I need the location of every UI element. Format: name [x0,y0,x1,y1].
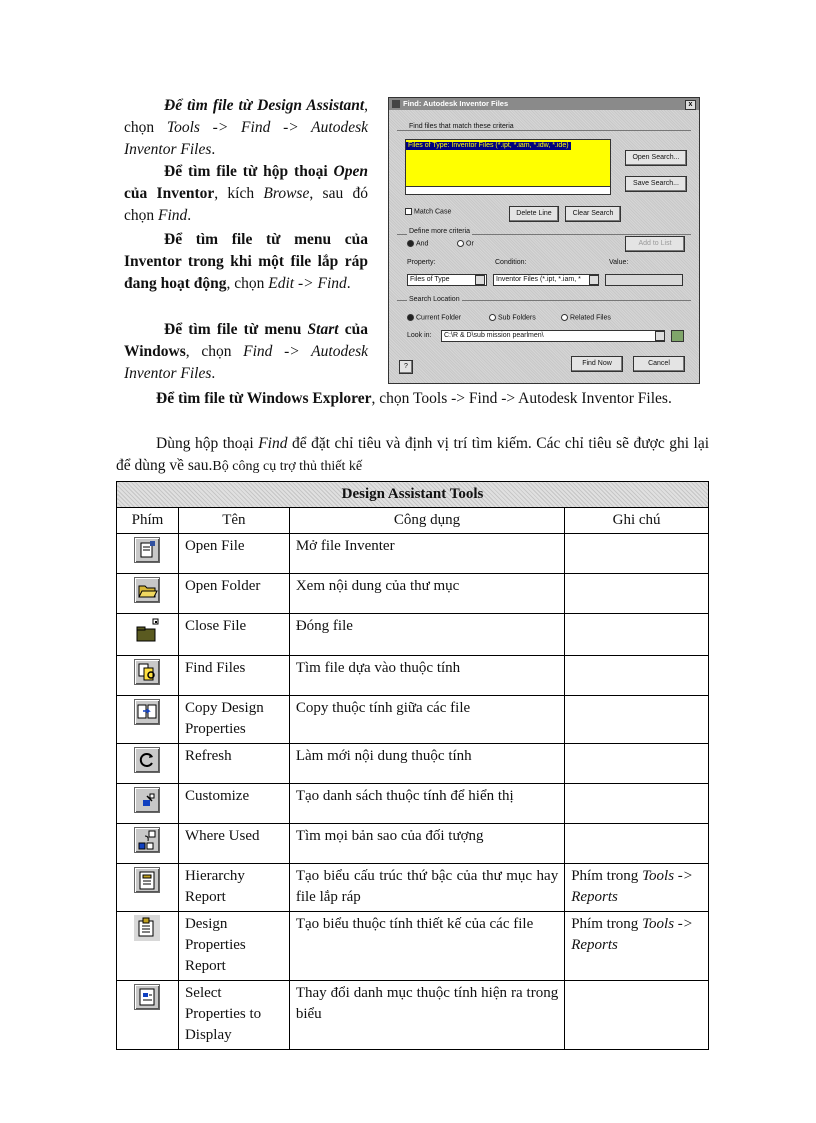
or-radio[interactable]: Or [457,240,474,247]
find-dialog-screenshot [388,97,700,384]
match-case-checkbox[interactable]: Match Case [405,208,451,215]
radio-icon [407,240,414,247]
look-in-label: Look in: [407,332,432,339]
radio-icon [457,240,464,247]
header-note: Ghi chú [565,508,709,534]
table-row: Open Folder Xem nội dung của thư mục [117,574,709,614]
clear-search-button[interactable]: Clear Search [565,206,621,222]
browse-folder-icon[interactable] [671,330,684,342]
table-row: Close File Đóng file [117,614,709,656]
current-folder-radio[interactable]: Current Folder [407,314,461,321]
criteria-row[interactable]: Files of Type: Inventor Files (*.ipt, *.iam, *.idw, *.ide) [408,142,569,149]
define-more-label: Define more criteria [409,228,471,235]
open-folder-icon [134,577,160,603]
search-location-label: Search Location [409,296,460,303]
table-row: Select Properties to Display Thay đổi danh mục thuộc tính hiện ra trong biểu [117,981,709,1050]
paragraph-design-assistant: Để tìm file từ Design Assistant, chọn Tools -> Find -> Autodesk Inventor Files. [124,97,368,158]
value-input[interactable] [605,274,683,286]
close-icon[interactable]: x [685,100,696,110]
open-file-icon [134,537,160,563]
table-row: Hierarchy Report Tạo biểu cấu trúc thứ bậc của thư mục hay file lắp ráp Phím trong Tools -> Reports [117,864,709,912]
inventor-icon [392,100,400,108]
table-row: Find Files Tìm file dựa vào thuộc tính [117,656,709,696]
chevron-down-icon[interactable] [475,275,485,285]
header-key: Phím [117,508,179,534]
criteria-list[interactable] [405,139,611,187]
condition-select[interactable]: Inventor Files (*.ipt, *.iam, * [493,274,599,286]
add-to-list-button[interactable]: Add to List [625,236,685,252]
table-row: Design Properties Report Tạo biểu thuộc tính thiết kế của các file Phím trong Tools -> Reports [117,912,709,981]
open-search-button[interactable]: Open Search... [625,150,687,166]
criteria-group-line [397,130,691,131]
property-label: Property: [407,259,436,266]
paragraph-open-dialog: Để tìm file từ hộp thoại Open của Inventor, kích Browse, sau đó chọn Find. [124,163,368,224]
criteria-scrollbar[interactable] [405,186,611,195]
delete-line-button[interactable]: Delete Line [509,206,559,222]
condition-label: Condition: [495,259,527,266]
design-properties-report-icon [134,915,160,941]
paragraph-windows-explorer: Để tìm file từ Windows Explorer, chọn Tools -> Find -> Autodesk Inventor Files. [156,390,672,407]
header-name: Tên [178,508,289,534]
paragraph-start-menu: Để tìm file từ menu Start của Windows, chọn Find -> Autodesk Inventor Files. [124,321,368,382]
hierarchy-report-icon [134,867,160,893]
find-now-button[interactable]: Find Now [571,356,623,372]
table-caption: Design Assistant Tools [117,482,709,508]
design-assistant-tools-table [116,481,709,1050]
property-select[interactable]: Files of Type [407,274,487,286]
value-label: Value: [609,259,629,266]
radio-icon [407,314,414,321]
find-files-icon [134,659,160,685]
cancel-button[interactable]: Cancel [633,356,685,372]
help-icon[interactable]: ? [399,360,413,374]
header-use: Công dụng [289,508,564,534]
table-row: Open File Mở file Inventer [117,534,709,574]
look-in-select[interactable]: C:\R & D\sub mission pearlmen\ [441,330,665,342]
copy-properties-icon [134,699,160,725]
refresh-icon [134,747,160,773]
save-search-button[interactable]: Save Search... [625,176,687,192]
related-files-radio[interactable]: Related Files [561,314,611,321]
paragraph-inventor-menu: Để tìm file từ menu của Inventor trong khi một file lắp ráp đang hoạt động, chọn Edit -> Find. [124,231,368,292]
criteria-group-label: Find files that match these criteria [409,123,514,130]
chevron-down-icon[interactable] [655,331,665,341]
table-row: Copy Design Properties Copy thuộc tính giữa các file [117,696,709,744]
radio-icon [489,314,496,321]
and-radio[interactable]: And [407,240,428,247]
checkbox-icon [405,208,412,215]
table-row: Where Used Tìm mọi bản sao của đối tượng [117,824,709,864]
dialog-title-bar: Find: Autodesk Inventor Files x [389,98,699,110]
close-file-icon [133,617,161,652]
chevron-down-icon[interactable] [589,275,599,285]
select-properties-icon [134,984,160,1010]
customize-icon [134,787,160,813]
radio-icon [561,314,568,321]
table-row: Customize Tạo danh sách thuộc tính để hiển thị [117,784,709,824]
where-used-icon [134,827,160,853]
sub-folders-radio[interactable]: Sub Folders [489,314,536,321]
paragraph-find-dialog: Dùng hộp thoại Find để đặt chỉ tiêu và định vị trí tìm kiếm. Các chỉ tiêu sẽ được ghi lại để dùng về sau.Bộ công cụ trợ thủ thiết kế [116,435,710,474]
table-row: Refresh Làm mới nội dung thuộc tính [117,744,709,784]
